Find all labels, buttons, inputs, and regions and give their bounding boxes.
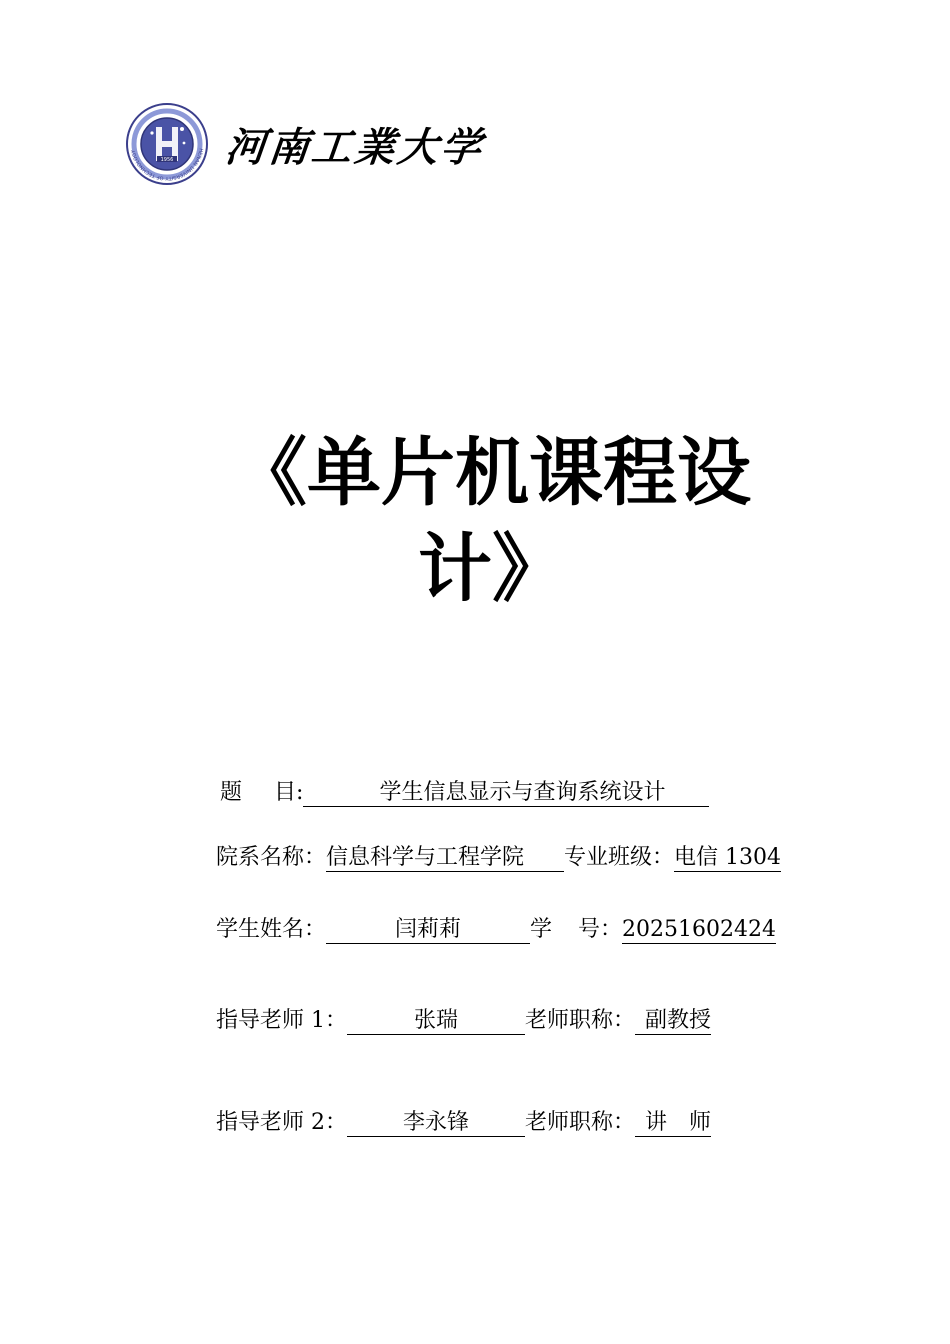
department-row — [216, 843, 781, 873]
seal-year: 1956 — [160, 157, 174, 163]
advisor2-title-label: 老师职称： — [525, 1110, 636, 1135]
id-label-a: 学 — [530, 917, 553, 942]
topic-label-a: 题 — [220, 780, 243, 805]
advisor2-row — [216, 1108, 711, 1138]
title-line-2: 计》 — [418, 526, 566, 612]
department-label: 院系名称： — [216, 845, 327, 870]
title-line-1: 《单片机课程设 — [233, 430, 751, 516]
advisor1-label: 指导老师 1： — [216, 1008, 347, 1033]
advisor2-value: 李永锋 — [347, 1110, 525, 1137]
class-label: 专业班级： — [564, 845, 675, 870]
advisor2-label: 指导老师 2： — [216, 1110, 347, 1135]
department-value: 信息科学与工程学院 — [326, 845, 525, 870]
advisor1-value: 张瑞 — [347, 1008, 525, 1035]
advisor1-title-label: 老师职称： — [525, 1008, 636, 1033]
name-label: 学生姓名： — [216, 917, 327, 942]
topic-label-b: 目: — [274, 780, 304, 805]
topic-value-field — [303, 780, 709, 807]
seal-ring-text: HENAN UNIVERSITY OF TECHNOLOGY — [130, 147, 204, 182]
advisor2-title-value: 讲 师 — [635, 1110, 711, 1137]
topic-row — [220, 778, 709, 808]
name-value: 闫莉莉 — [326, 917, 530, 944]
id-label-b: 号： — [578, 917, 623, 942]
department-value-field — [326, 845, 564, 872]
class-value: 电信 1304 — [674, 845, 782, 870]
advisor1-row — [216, 1006, 711, 1036]
university-name: 河南工業大学 — [223, 123, 487, 171]
topic-value: 学生信息显示与查询系统设计 — [379, 780, 666, 805]
university-header — [126, 102, 487, 186]
id-value: 20251602424 — [622, 917, 777, 942]
advisor1-title-value: 副教授 — [635, 1008, 711, 1035]
student-row — [216, 915, 776, 945]
university-seal-logo — [126, 103, 208, 185]
document-title — [222, 425, 762, 617]
